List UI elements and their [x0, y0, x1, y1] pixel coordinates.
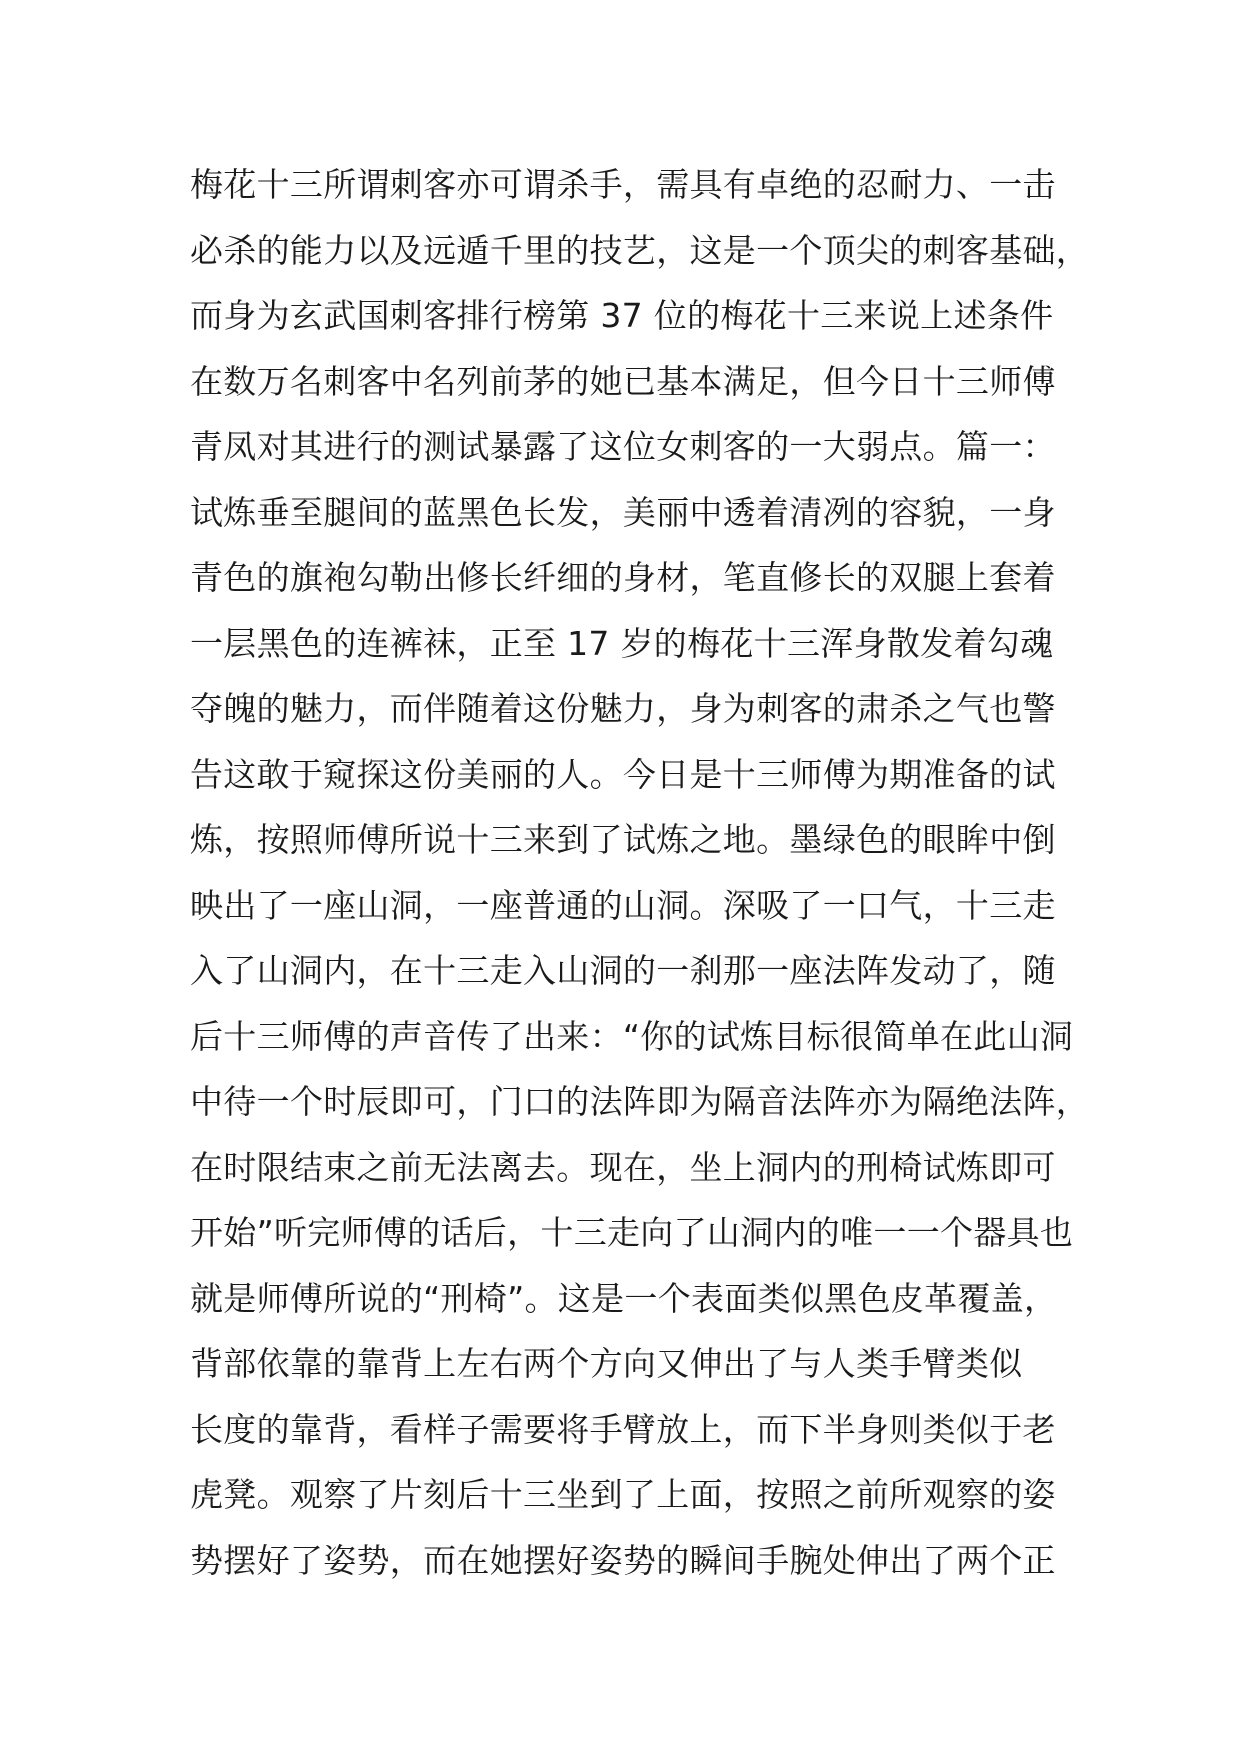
text-line: 虎凳。观察了片刻后十三坐到了上面，按照之前所观察的姿	[190, 1475, 1056, 1514]
text-line: 青色的旗袍勾勒出修长纤细的身材，笔直修长的双腿上套着	[190, 558, 1056, 597]
text-line: 告这敢于窥探这份美丽的人。今日是十三师傅为期准备的试	[190, 754, 1056, 794]
body-text	[190, 152, 1090, 1593]
text-line: 就是师傅所说的“刑椅”。这是一个表面类似黑色皮革覆盖，	[190, 1278, 1058, 1318]
text-line: 长度的靠背，看样子需要将手臂放上，而下半身则类似于老	[190, 1409, 1056, 1449]
text-line: 试炼垂至腿间的蓝黑色长发，美丽中透着清冽的容貌，一身	[190, 492, 1056, 532]
text-line: 一层黑色的连裤袜，正至 17 岁的梅花十三浑身散发着勾魂	[190, 623, 1054, 663]
text-line: 梅花十三所谓刺客亦可谓杀手，需具有卓绝的忍耐力、一击	[190, 165, 1056, 204]
text-line: 炼，按照师傅所说十三来到了试炼之地。墨绿色的眼眸中倒	[190, 820, 1056, 859]
text-line: 映出了一座山洞，一座普通的山洞。深吸了一口气，十三走	[190, 885, 1056, 925]
text-line: 必杀的能力以及远遁千里的技艺，这是一个顶尖的刺客基础，	[190, 230, 1090, 270]
text-line: 青凤对其进行的测试暴露了这位女刺客的一大弱点。篇一：	[190, 427, 1056, 466]
text-line: 在数万名刺客中名列前茅的她已基本满足，但今日十三师傅	[190, 361, 1056, 401]
text-line: 夺魄的魅力，而伴随着这份魅力，身为刺客的肃杀之气也警	[190, 689, 1056, 728]
text-line: 入了山洞内，在十三走入山洞的一刹那一座法阵发动了，随	[190, 951, 1056, 990]
text-line: 而身为玄武国刺客排行榜第 37 位的梅花十三来说上述条件	[190, 296, 1054, 335]
text-line: 势摆好了姿势，而在她摆好姿势的瞬间手腕处伸出了两个正	[190, 1540, 1056, 1580]
text-line: 开始”听完师傅的话后，十三走向了山洞内的唯一一个器具也	[190, 1213, 1074, 1252]
text-line: 后十三师傅的声音传了出来：“你的试炼目标很简单在此山洞	[190, 1016, 1074, 1056]
text-line: 背部依靠的靠背上左右两个方向又伸出了与人类手臂类似	[190, 1344, 1023, 1383]
text-line: 中待一个时辰即可，门口的法阵即为隔音法阵亦为隔绝法阵，	[190, 1082, 1090, 1121]
text-line: 在时限结束之前无法离去。现在，坐上洞内的刑椅试炼即可	[190, 1147, 1056, 1187]
